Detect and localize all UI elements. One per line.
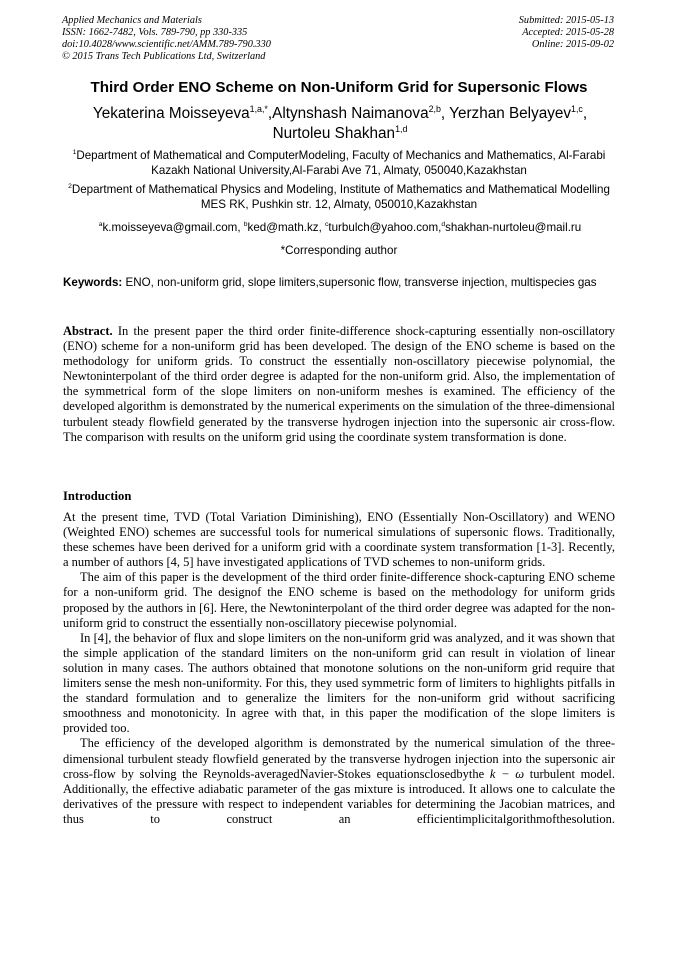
email-sup: a — [98, 221, 103, 229]
intro-paragraph-3: In [4], the behavior of flux and slope limiters on the non-uniform grid was analyzed, and it was shown that the simple application of the standard limiters on the non-uniform grid can result in violation of linear solution in many cases. The authors obtained that monotone solutions on the non-uniform grid require that limiters sense the mesh non-uniformity. For this, they used symmetric form of limiters to highlights pitfalls in the standard formulation and to generalize the limiters for the non-uniform grid without sacrificing smoothness and monotonicity. In agree with that, in this paper the modification of the slope limiters is provided too. — [63, 630, 615, 736]
affiliation-text: Department of Mathematical Physics and Modeling, Institute of Mathematics and Mathematical Modelling MES RK, Pushkin str. 12, Almaty, 050010,Kazakhstan — [71, 183, 610, 211]
intro-paragraph-2: The aim of this paper is the development of the third order finite-difference shock-capturing ENO scheme for a non-uniform grid. The designof the ENO scheme is based on the methodology for uniform grids proposed by the authors in [6]. Here, the Newtoninterpolant of the third order degree was adapted for the non-uniform grid to construct the essentially non-oscillatory piecewise polynomial. — [63, 570, 615, 630]
intro-paragraph-1: At the present time, TVD (Total Variation Diminishing), ENO (Essentially Non-Oscillatory) and WENO (Weighted ENO) schemes are successful tools for numerical simulations of supersonic flows. Traditionally, these schemes have been derived for a uniform grid with a coordinate system transformation [1-3]. Recently, a number of authors [4, 5] have investigated applications of TVD schemes to non-uniform grids. — [63, 510, 615, 570]
intro-paragraph-4-start: The efficiency of the developed algorithm is demonstrated by the numerical simulation of the three-dimensional turbulent steady flowfield generated by the transverse hydrogen injection into the supersonic air cross-flow by solving the Reynolds-averagedNavier-Stokes equationsclosedbythe — [63, 736, 615, 781]
author-name: Yekaterina Moisseyeva — [92, 105, 250, 122]
author-sep: , — [267, 105, 273, 122]
journal-issn: ISSN: 1662-7482, Vols. 789-790, pp 330-335 — [62, 27, 248, 38]
email-link[interactable]: turbulch@yahoo.com, — [328, 221, 442, 234]
intro-paragraph-4-end: turbulent model. Additionally, the effective adiabatic parameter of the gas mixture is introduced. It allows one to calculate the derivatives of the pressure with respect to independent variables for determining the Jacobian matrices, and thus to construct an efficientimplicitalgorithmofthesolution. — [63, 766, 615, 826]
keywords — [63, 276, 615, 291]
author-emails — [40, 221, 640, 234]
author-sup: 1,a,* — [249, 103, 268, 114]
abstract-text: In the present paper the third order finite-difference shock-capturing essentially non-oscillatory (ENO) scheme for a non-uniform grid has been developed. The design of the ENO scheme is based on the methodology for uniform grids. To construct the essentially non-oscillatory piecewise polynomial, the Newtoninterpolant of the third order degree is adapted for the non-uniform grid. Also, the implementation of the symmetrical form of the slope limiters on non-uniform meshes is examined. The efficiency of the developed algorithm is demonstrated by the numerical experiments on the simulation of the three-dimensional turbulent steady flowfield generated by the transverse hydrogen injection into the supersonic air cross-flow. The comparison with results on the uniform grid using the coordinate system transformation is done. — [63, 324, 615, 444]
journal-name: Applied Mechanics and Materials — [62, 15, 202, 26]
author-sep: , — [440, 105, 450, 122]
email-sup: d — [441, 221, 446, 229]
author-list — [40, 104, 640, 144]
abstract-label: Abstract. — [63, 324, 113, 338]
email-link[interactable]: shakhan-nurtoleu@mail.ru — [445, 221, 582, 234]
email-link[interactable]: ked@math.kz, — [247, 221, 326, 234]
author-sup: 1,d — [395, 123, 408, 134]
author-sep: , — [582, 105, 588, 122]
affiliation-text: Department of Mathematical and ComputerModeling, Faculty of Mechanics and Mathematics, Al-Farabi Kazakh National University,Al-Farabi Ave 71, Almaty, 050040,Kazakhstan — [76, 149, 606, 177]
email-sup: b — [243, 221, 248, 229]
introduction-body — [63, 510, 615, 827]
submitted-date: Submitted: 2015-05-13 — [518, 15, 614, 26]
email-sup: c — [325, 221, 329, 229]
keywords-text: ENO, non-uniform grid, slope limiters,supersonic flow, transverse injection, multispecies gas — [122, 276, 597, 289]
affiliation-sup: 1 — [72, 149, 77, 157]
keywords-label: Keywords: — [63, 276, 123, 289]
accepted-date: Accepted: 2015-05-28 — [522, 27, 614, 38]
author-sup: 1,c — [571, 103, 583, 114]
k-omega-math: k − ω — [489, 766, 525, 781]
author-name: Nurtoleu Shakhan — [272, 125, 396, 142]
affiliation-1 — [62, 149, 616, 179]
affiliation-sup: 2 — [68, 183, 72, 191]
corresponding-author-note: *Corresponding author — [280, 244, 398, 257]
journal-copyright: © 2015 Trans Tech Publications Ltd, Switzerland — [62, 51, 266, 62]
affiliation-2 — [62, 183, 616, 213]
email-link[interactable]: k.moisseyeva@gmail.com, — [102, 221, 244, 234]
intro-paragraph-4 — [63, 736, 615, 827]
publication-dates — [519, 15, 614, 51]
author-sup: 2,b — [428, 103, 441, 114]
journal-info — [62, 15, 271, 63]
journal-doi[interactable]: doi:10.4028/www.scientific.net/AMM.789-790.330 — [62, 39, 271, 50]
author-name: Yerzhan Belyayev — [449, 105, 572, 122]
abstract — [63, 324, 615, 445]
paper-title: Third Order ENO Scheme on Non-Uniform Grid for Supersonic Flows — [90, 79, 588, 96]
introduction-heading: Introduction — [63, 489, 132, 503]
author-name: Altynshash Naimanova — [272, 105, 429, 122]
online-date: Online: 2015-09-02 — [531, 39, 614, 50]
